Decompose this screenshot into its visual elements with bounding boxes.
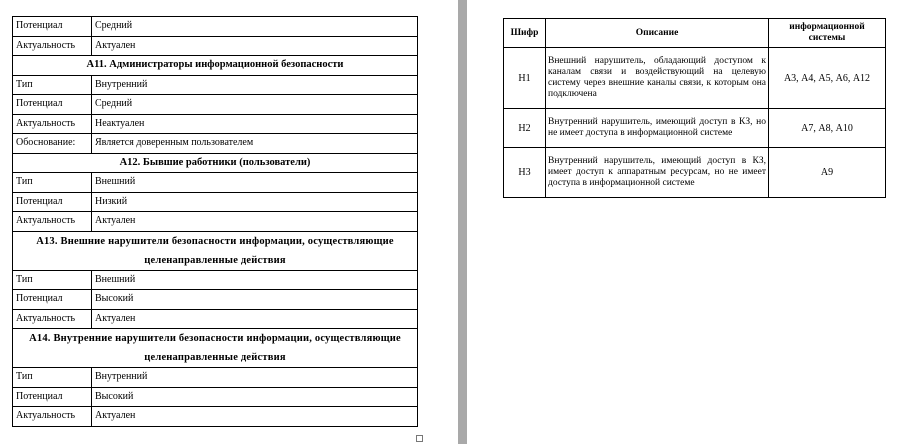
- table-row: [13, 290, 418, 310]
- row-value: Внутренний: [92, 368, 418, 388]
- section-heading-a13: [13, 231, 418, 270]
- row-label: Тип: [13, 368, 92, 388]
- column-header-line: системы: [808, 33, 846, 43]
- violator-description: Внешний нарушитель, обладающий доступом к каналам связи и воздействующий на целевую систему через внешние каналы связи, к которым она подключена: [546, 48, 769, 109]
- table-header-row: [504, 19, 886, 48]
- row-label: Потенциал: [13, 17, 92, 37]
- table-row: [13, 212, 418, 232]
- row-label: Тип: [13, 75, 92, 95]
- row-value: Низкий: [92, 192, 418, 212]
- table-row: [13, 134, 418, 154]
- row-value: Актуален: [92, 309, 418, 329]
- row-label: Тип: [13, 173, 92, 193]
- section-heading-line: А13. Внешние нарушители безопасности информации, осуществляющие: [36, 235, 394, 247]
- table-row: [13, 17, 418, 37]
- section-heading-a11: А11. Администраторы информационной безопасности: [13, 56, 418, 76]
- table-row: [13, 387, 418, 407]
- table-row: [13, 270, 418, 290]
- violator-description: Внутренний нарушитель, имеющий доступ в КЗ, имеет доступ к аппаратным ресурсам, но не имеет доступа в информационной системе: [546, 148, 769, 198]
- table-row: [13, 95, 418, 115]
- page-gutter: [458, 0, 467, 444]
- table-row: [13, 36, 418, 56]
- row-value: Высокий: [92, 387, 418, 407]
- table-row: [504, 148, 886, 198]
- violator-systems: А3, А4, А5, А6, А12: [769, 48, 886, 109]
- row-label: Обоснование:: [13, 134, 92, 154]
- column-header-description: Описание: [546, 19, 769, 48]
- column-header-systems: [769, 19, 886, 48]
- row-value: Внешний: [92, 270, 418, 290]
- section-heading-a12: А12. Бывшие работники (пользователи): [13, 153, 418, 173]
- section-heading-a14: [13, 329, 418, 368]
- table-row: [13, 75, 418, 95]
- violators-table: [503, 18, 886, 198]
- document-page-right: [467, 0, 897, 444]
- row-label: Потенциал: [13, 95, 92, 115]
- section-heading-row: [13, 153, 418, 173]
- row-value: Средний: [92, 17, 418, 37]
- column-header-code: Шифр: [504, 19, 546, 48]
- section-heading-row: [13, 231, 418, 270]
- column-header-line: информационной: [789, 22, 865, 32]
- row-value: Является доверенным пользователем: [92, 134, 418, 154]
- row-label: Потенциал: [13, 387, 92, 407]
- table-row: [13, 114, 418, 134]
- table-row: [13, 368, 418, 388]
- row-value: Средний: [92, 95, 418, 115]
- row-label: Актуальность: [13, 407, 92, 427]
- threat-sources-table: [12, 16, 418, 427]
- row-value: Внутренний: [92, 75, 418, 95]
- violator-code: Н3: [504, 148, 546, 198]
- table-row: [13, 309, 418, 329]
- row-label: Потенциал: [13, 290, 92, 310]
- violator-systems: А7, А8, А10: [769, 109, 886, 148]
- table-row: [13, 173, 418, 193]
- row-value: Актуален: [92, 407, 418, 427]
- section-heading-line: целенаправленные действия: [144, 352, 286, 363]
- row-value: Актуален: [92, 36, 418, 56]
- row-value: Актуален: [92, 212, 418, 232]
- row-label: Актуальность: [13, 114, 92, 134]
- section-heading-line: А14. Внутренние нарушители безопасности информации, осуществляющие: [29, 333, 401, 344]
- table-row: [13, 407, 418, 427]
- violator-code: Н1: [504, 48, 546, 109]
- row-value: Внешний: [92, 173, 418, 193]
- row-label: Актуальность: [13, 212, 92, 232]
- row-label: Актуальность: [13, 36, 92, 56]
- row-value: Высокий: [92, 290, 418, 310]
- row-value: Неактуален: [92, 114, 418, 134]
- table-row: [504, 48, 886, 109]
- table-resize-handle[interactable]: [416, 435, 423, 442]
- section-heading-row: [13, 56, 418, 76]
- table-row: [13, 192, 418, 212]
- section-heading-line: целенаправленные действия: [144, 254, 286, 266]
- section-heading-row: [13, 329, 418, 368]
- row-label: Потенциал: [13, 192, 92, 212]
- row-label: Тип: [13, 270, 92, 290]
- table-row: [504, 109, 886, 148]
- row-label: Актуальность: [13, 309, 92, 329]
- violator-code: Н2: [504, 109, 546, 148]
- violator-systems: А9: [769, 148, 886, 198]
- violator-description: Внутренний нарушитель, имеющий доступ в КЗ, но не имеет доступа в информационной системе: [546, 109, 769, 148]
